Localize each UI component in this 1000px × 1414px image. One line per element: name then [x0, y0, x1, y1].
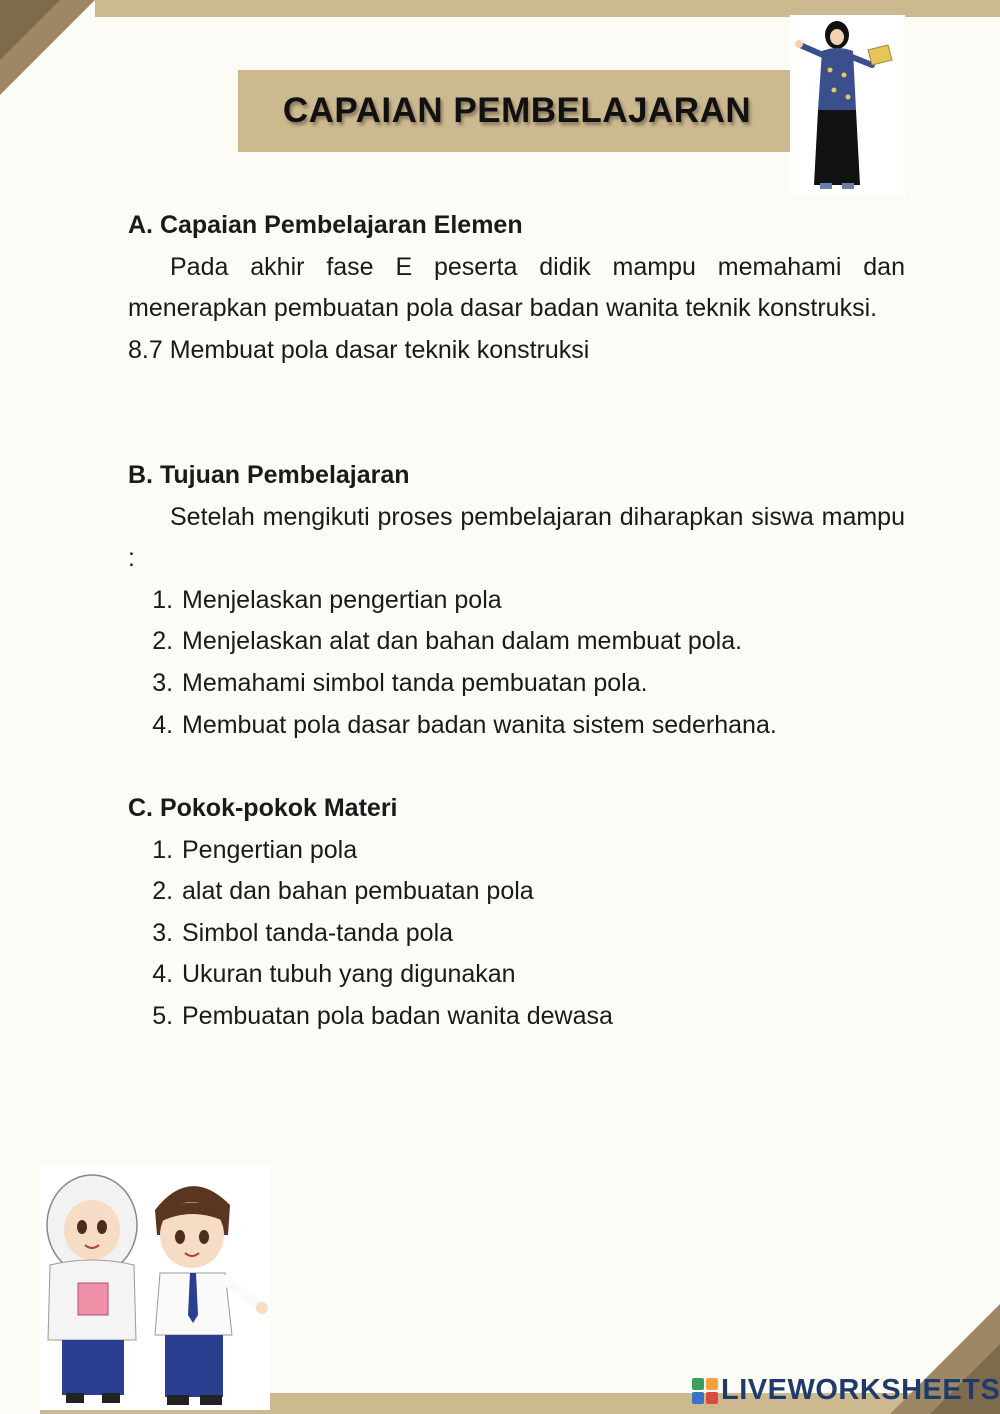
liveworksheets-logo-icon [692, 1378, 718, 1404]
title-banner [238, 70, 796, 152]
students-illustration [40, 1165, 270, 1410]
list-item: 2. Menjelaskan alat dan bahan dalam membuat pola. [180, 621, 905, 663]
list-item: 5. Pembuatan pola badan wanita dewasa [180, 996, 905, 1038]
section-b-list [128, 580, 905, 746]
top-left-corner-decor-inner [0, 0, 60, 60]
section-b-heading: B. Tujuan Pembelajaran [128, 461, 410, 489]
list-item: 3. Simbol tanda-tanda pola [180, 913, 905, 955]
section-a-paragraph: Pada akhir fase E peserta didik mampu memahami dan menerapkan pembuatan pola dasar badan wanita teknik konstruksi. [128, 252, 905, 323]
section-c [128, 788, 905, 1038]
section-b [128, 455, 905, 746]
section-a-heading: A. Capaian Pembelajaran Elemen [128, 211, 523, 239]
list-item: 3. Memahami simbol tanda pembuatan pola. [180, 663, 905, 705]
list-item: 2. alat dan bahan pembuatan pola [180, 871, 905, 913]
list-item: 1. Menjelaskan pengertian pola [180, 580, 905, 622]
section-a-competency: 8.7 Membuat pola dasar teknik konstruksi [128, 335, 590, 364]
list-item: 4. Membuat pola dasar badan wanita sistem sederhana. [180, 705, 905, 747]
liveworksheets-logo [692, 1374, 1000, 1407]
section-b-paragraph: Setelah mengikuti proses pembelajaran diharapkan siswa mampu : [128, 502, 905, 573]
section-c-list [128, 830, 905, 1038]
list-item: 1. Pengertian pola [180, 830, 905, 872]
page-title: CAPAIAN PEMBELAJARAN [282, 91, 752, 130]
section-a [128, 205, 905, 371]
teacher-illustration [790, 15, 905, 195]
list-item: 4. Ukuran tubuh yang digunakan [180, 954, 905, 996]
liveworksheets-logo-text: LIVEWORKSHEETS [721, 1374, 1000, 1406]
section-c-heading: C. Pokok-pokok Materi [128, 794, 398, 822]
